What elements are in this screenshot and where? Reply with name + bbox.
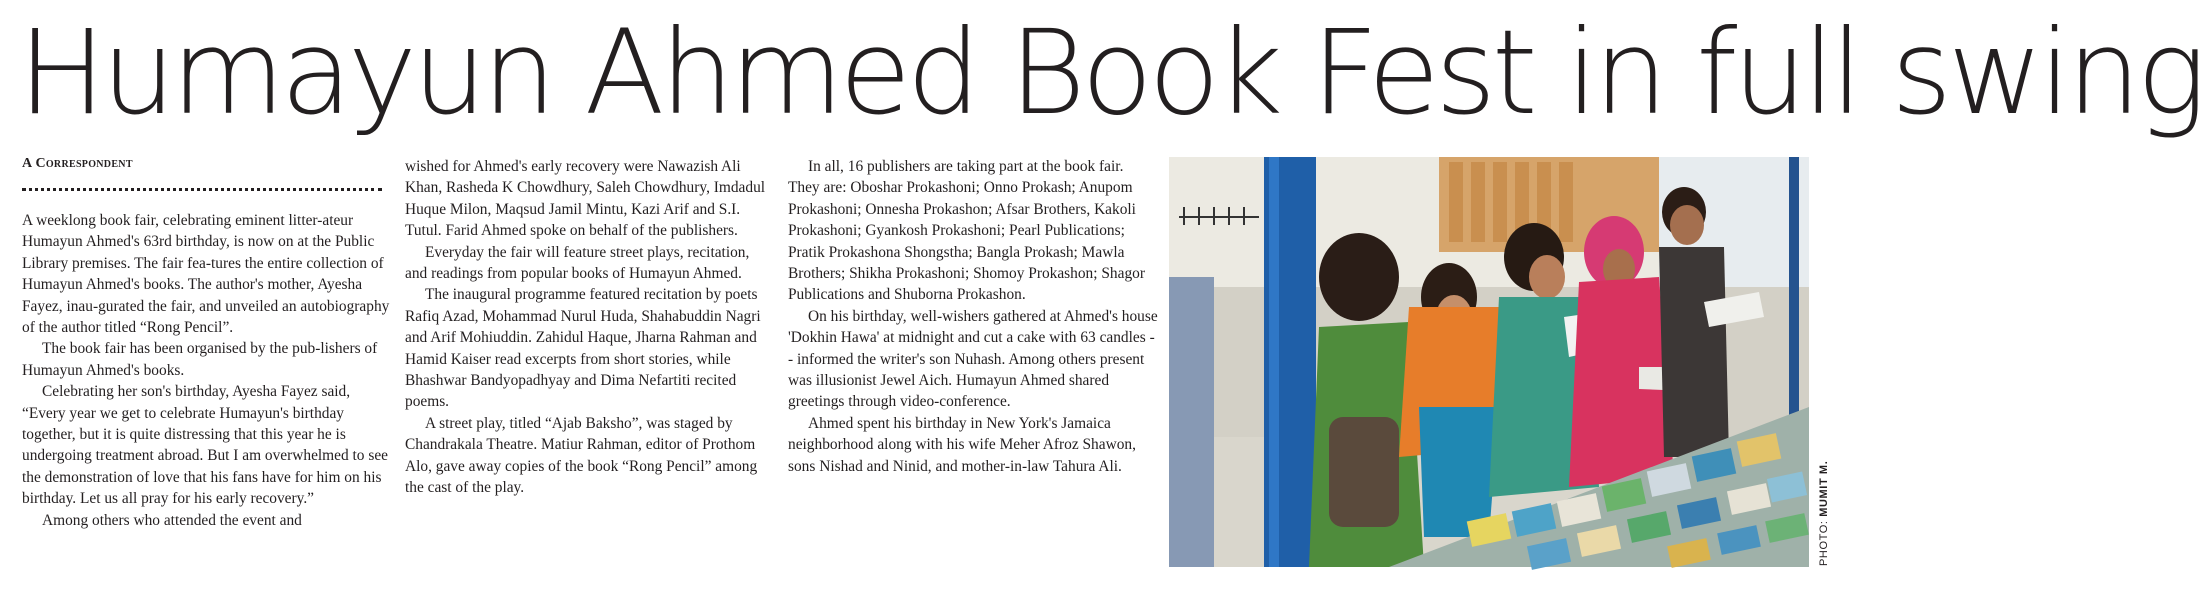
photo-credit — [1818, 461, 1830, 566]
byline: A Correspondent — [22, 156, 133, 171]
article-column-2 — [405, 156, 775, 499]
paragraph: Celebrating her son's birthday, Ayesha Fayez said, “Every year we get to celebrate Humayun's birthday together, but it is quite distressing that this year he is undergoing treatment abroad. But I am overwhelmed to see the demonstration of love that his fans have for him on his birthday. Let us all pray for his early recovery.” — [22, 383, 388, 508]
photo-credit-name: MUMIT M. — [1818, 460, 1830, 517]
photo-credit-prefix: PHOTO: — [1818, 520, 1830, 566]
paragraph: Among others who attended the event and — [42, 511, 302, 529]
paragraph: A weeklong book fair, celebrating eminent litter-ateur Humayun Ahmed's 63rd birthday, is now on at the Public Library premises. The fair fea-tures the entire collection of Humayun Ahmed's books. The author's mother, Ayesha Fayez, inau-gurated the fair, and unveiled an autobiography of the author titled “Rong Pencil”. — [22, 212, 390, 337]
byline-dotted-rule — [22, 188, 382, 191]
photo-illustration — [1169, 157, 1809, 567]
paragraph: The book fair has been organised by the pub-lishers of Humayun Ahmed's books. — [22, 340, 378, 379]
paragraph: The inaugural programme featured recitation by poets Rafiq Azad, Mohammad Nurul Huda, Shahabuddin Nagri and Arif Mohiuddin. Zahidul Haque, Jharna Rahman and Hamid Kaiser read excerpts from short stories, while Bhashwar Bandyopadhyay and Dima Nefartiti recited poems. — [405, 286, 761, 411]
book-fair-photo — [1169, 157, 1809, 567]
paragraph: In all, 16 publishers are taking part at the book fair. They are: Oboshar Prokashoni; Onno Prokash; Anupom Prokashoni; Onnesha Prokashon; Afsar Brothers, Kakoli Prokashoni; Gyankosh Prokashoni; Pearl Publications; Pratik Prokashona Shongstha; Bangla Prokash; Mawla Brothers; Shikha Prokashoni; Shomoy Prokashon; Shagor Publications and Shuborna Prokashon. — [788, 158, 1145, 304]
paragraph: Everyday the fair will feature street plays, recitation, and readings from popular books of Humayun Ahmed. — [405, 243, 750, 283]
article-column-1 — [22, 210, 392, 531]
paragraph: On his birthday, well-wishers gathered at Ahmed's house 'Dokhin Hawa' at midnight and cut a cake with 63 candles -- informed the writer's son Nuhash. Among others present was illusionist Jewel Aich. Humayun Ahmed shared greetings through video-conference. — [788, 307, 1158, 411]
paragraph: wished for Ahmed's early recovery were Nawazish Ali Khan, Rasheda K Chowdhury, Saleh Chowdhury, Imdadul Huque Milon, Maqsud Jamil Mintu, Kazi Arif and S.I. Tutul. Farid Ahmed spoke on behalf of the publishers. — [405, 158, 766, 240]
paragraph: Ahmed spent his birthday in New York's Jamaica neighborhood along with his wife Meher Afroz Shawon, sons Nishad and Ninid, and mother-in-law Tahura Ali. — [788, 414, 1136, 475]
paragraph: A street play, titled “Ajab Baksho”, was staged by Chandrakala Theatre. Matiur Rahman, editor of Prothom Alo, gave away copies of the book “Rong Pencil” among the cast of the play. — [405, 414, 758, 497]
headline: Humayun Ahmed Book Fest in full swing — [18, 4, 2202, 141]
article-column-3 — [788, 156, 1158, 477]
